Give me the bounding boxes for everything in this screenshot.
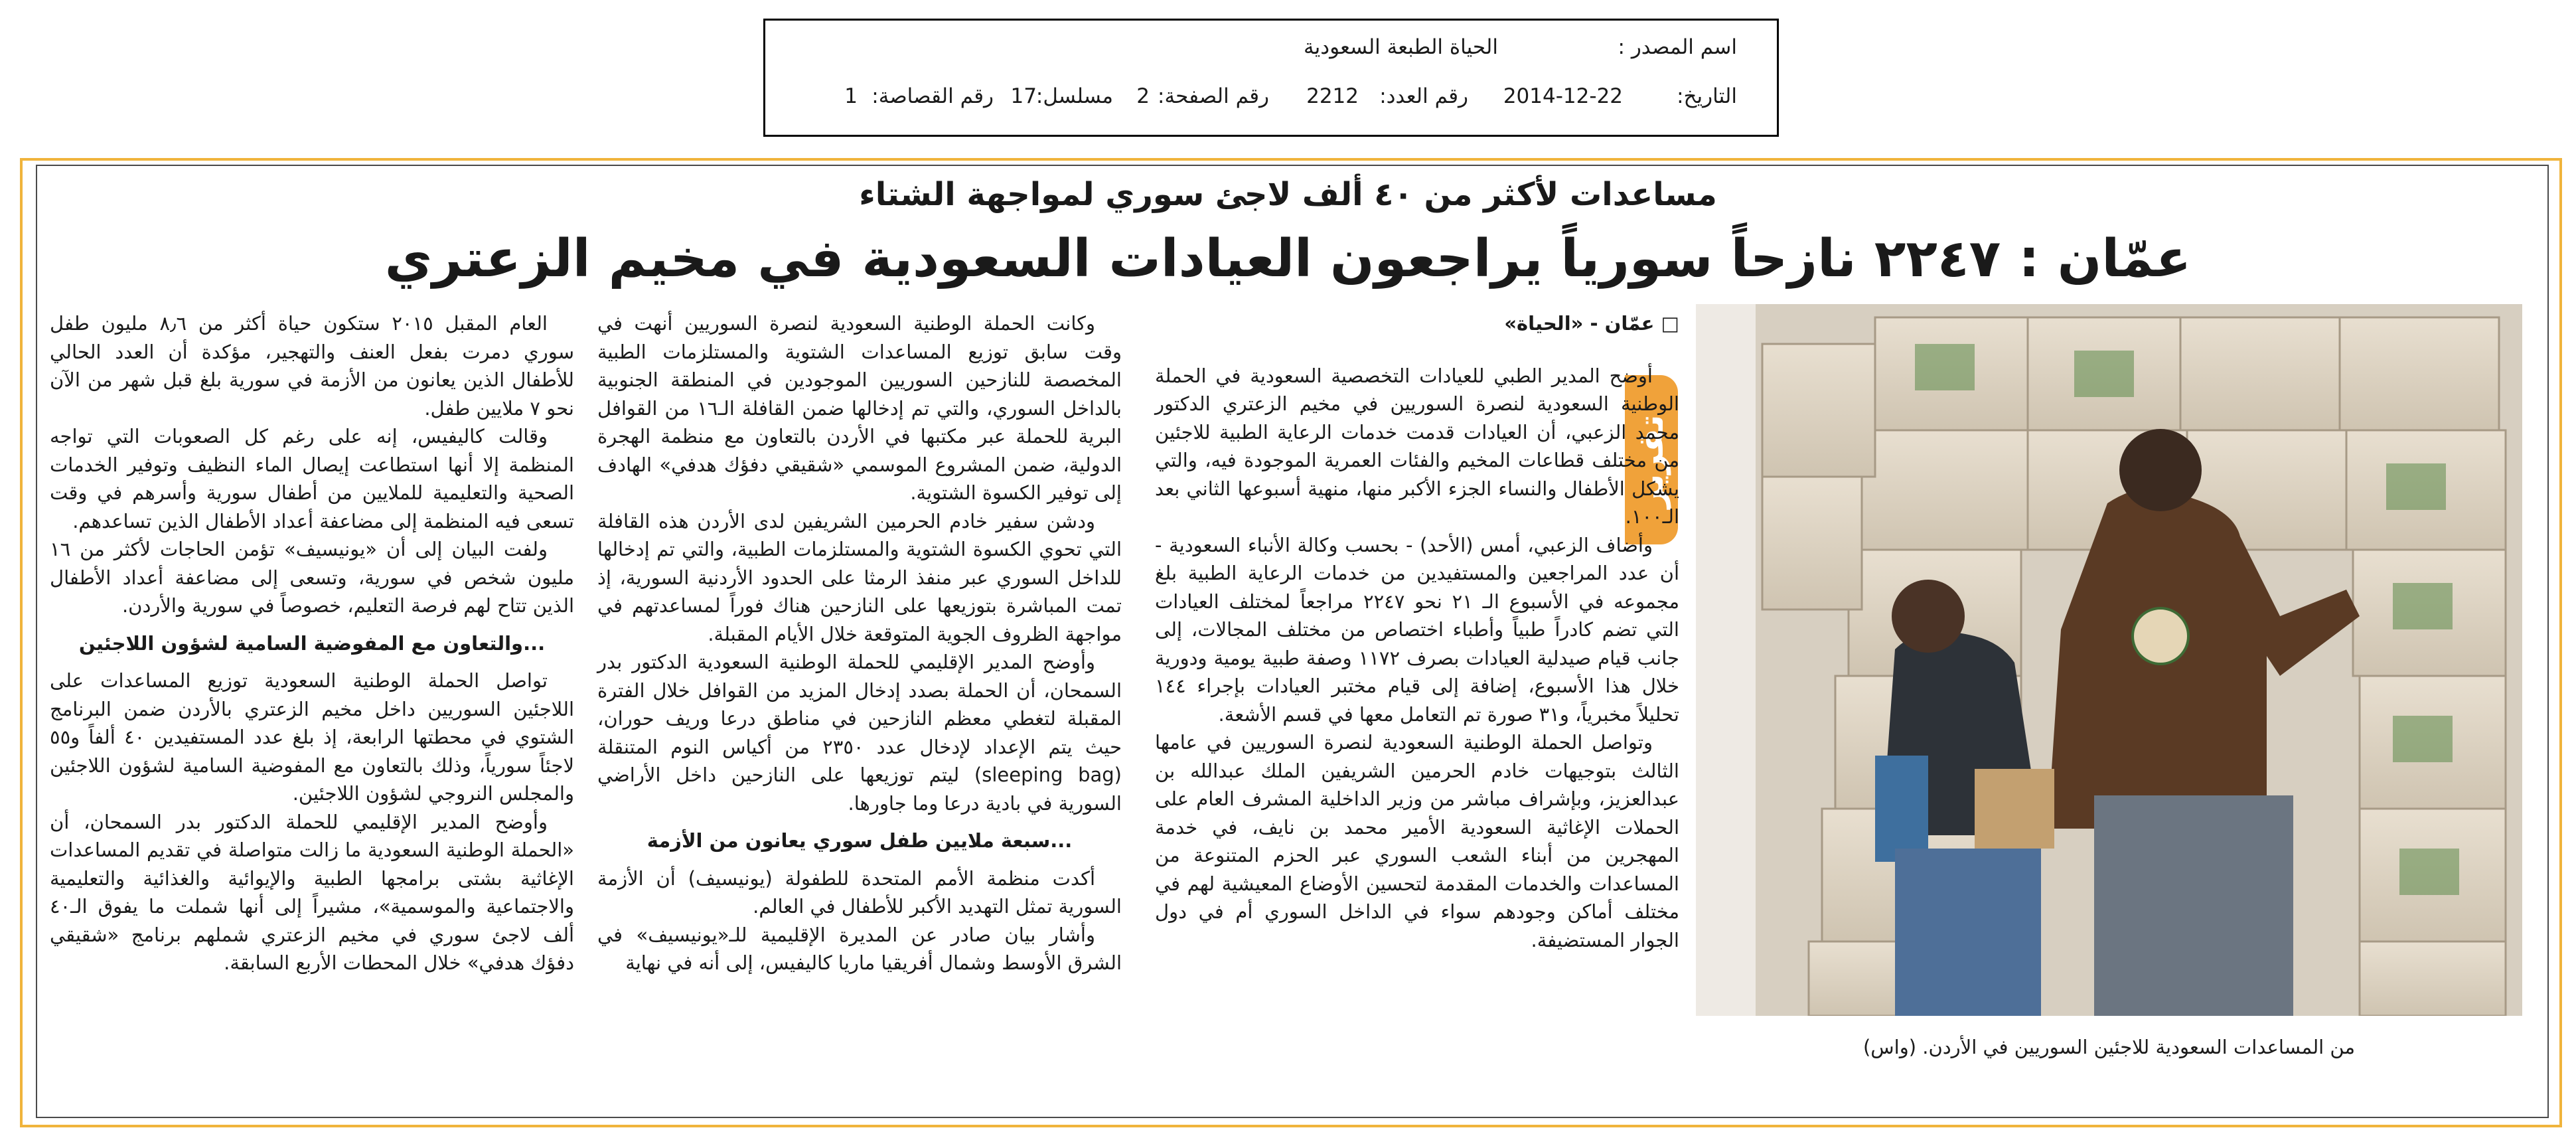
paragraph: وتواصل الحملة الوطنية السعودية لنصرة السوريين في عامها الثالث بتوجيهات خادم الحرمين الشريفين الملك عبدالله بن عبدالعزيز، وبإشراف مباشر من وزير الداخلية المشرف العام على الحملات الإغاثية السعودية الأمير محمد بن نايف، في خدمة المهجرين من أبناء الشعب السوري عبر الحزم المتنوعة من المساعدات والخدمات المقدمة لتحسين الأوضاع المعيشية لهم في مختلف أماكن وجودهم سواء في الداخل السوري أم في دول الجوار المستضيفة. xyxy=(1155,731,1679,951)
paragraph: أوضح المدير الطبي للعيادات التخصصية السعودية في الحملة الوطنية السعودية لنصرة السوريين في مخيم الزعتري الدكتور محمد الزعبي، أن العيادات قدمت خدمات الرعاية الطبية للاجئين من مختلف قطاعات المخيم والفئات العمرية الموجودة فيه، والتي يشكل الأطفال والنساء الجزء الأكبر منها، منهية أسبوعها الثاني بعد الـ١٠٠. xyxy=(1155,364,1679,528)
paragraph: تواصل الحملة الوطنية السعودية توزيع المساعدات على اللاجئين السوريين داخل مخيم الزعتري بالأردن ضمن البرنامج الشتوي في محطتها الرابعة، إذ بلغ عدد المستفيدين ٤٠ ألفاً و٥٥ لاجئاً سورياً، وذلك بالتعاون مع المفوضية السامية لشؤون اللاجئين والمجلس النروجي لشؤون اللاجئين. xyxy=(50,669,575,805)
subheading-unicef: ...سبعة ملايين طفل سوري يعانون من الأزمة xyxy=(646,829,1073,852)
paragraph: العام المقبل ٢٠١٥ ستكون حياة أكثر من ٨٫٦ مليون طفل سوري دمرت بفعل العنف والتهجير، مؤكدة أن العدد الحالي للأطفال الذين يعانون من الأزمة في سورية بلغ قبل شهر من الآن نحو ٧ ملايين طفل. xyxy=(50,312,574,420)
paragraph: وأشار بيان صادر عن المديرة الإقليمية للـ«يونيسيف» في الشرق الأوسط وشمال أفريقيا ماريا كاليفيس، إلى أنه في نهاية xyxy=(597,923,1122,974)
serial-value: 17 xyxy=(1010,84,1037,108)
paragraph: وقالت كاليفيس، إنه على رغم كل الصعوبات التي تواجه المنظمة إلا أنها استطاعت إيصال الماء النظيف وتوفير الخدمات الصحية والتعليمية للملايين من أطفال سورية وأسرهم في وقت تسعى فيه المنظمة إلى مضاعفة أعداد الأطفال الذين تساعدهم. xyxy=(50,425,574,532)
article-column-2 xyxy=(597,309,1122,977)
clip-label: رقم القصاصة: xyxy=(871,84,994,108)
paragraph: وأضاف الزعبي، أمس (الأحد) - بحسب وكالة الأنباء السعودية - أن عدد المراجعين والمستفيدين من خدمات الرعاية الطبية بلغ مجموعه في الأسبوع الـ ٢١ نحو ٢٢٤٧ مراجعاً لمختلف العيادات التي تضم كادراً طبياً وأطباء اختصاص من مختلف المجالات، إلى جانب قيام صيدلية العيادات بصرف ١١٧٢ وصفة طبية يومية ودورية خلال هذا الأسبوع، إضافة إلى قيام مختبر العيادات بإجراء ١٤٤ تحليلاً مخبرياً، و٣١ صورة تم التعامل معها في قسم الأشعة. xyxy=(1155,533,1679,726)
article-headline: عمّان : ٢٢٤٧ نازحاً سورياً يراجعون العيادات السعودية في مخيم الزعتري xyxy=(384,229,2192,289)
article-column-1 xyxy=(1155,309,1679,954)
paragraph: ودشن سفير خادم الحرمين الشريفين لدى الأردن هذه القافلة التي تحوي الكسوة الشتوية والمستلزمات الطبية، والتي تم إدخالها للداخل السوري عبر منفذ الرمثا على الحدود الأردنية السورية، إذ تمت المباشرة بتوزيعها على النازحين هناك فوراً لمساعدتهم في مواجهة الظروف الجوية المتوقعة خلال الأيام المقبلة. xyxy=(597,509,1122,645)
paragraph: ولفت البيان إلى أن «يونيسيف» تؤمن الحاجات لأكثر من ١٦ مليون شخص في سورية، وتسعى إلى مضاعفة أعداد الأطفال الذين تتاح لهم فرصة التعليم، خصوصاً في سورية والأردن. xyxy=(50,538,574,617)
source-metadata-box xyxy=(763,19,1779,137)
source-value: الحياة الطبعة السعودية xyxy=(1304,35,1498,59)
article-photo xyxy=(1696,304,2522,1016)
page-value: 2 xyxy=(1136,84,1150,108)
paragraph: وكانت الحملة الوطنية السعودية لنصرة السوريين أنهت في وقت سابق توزيع المساعدات الشتوية والمستلزمات الطبية المخصصة للنازحين السوريين الموجودين في المنطقة الجنوبية بالداخل السوري، والتي تم إدخالها ضمن القافلة الـ١٦ من القوافل البرية للحملة عبر مكتبها في الأردن بالتعاون مع منظمة الهجرة الدولية، ضمن المشروع الموسمي «شقيقي دفؤك هدفي» الهادف إلى توفير الكسوة الشتوية. xyxy=(597,312,1122,504)
clip-value: 1 xyxy=(844,84,858,108)
paragraph: وأوضح المدير الإقليمي للحملة الدكتور بدر السمحان، أن «الحملة الوطنية السعودية ما زالت متواصلة في تقديم المساعدات الإغاثية بشتى برامجها الطبية والإيوائية والغذائية والتعليمية والاجتماعية والموسمية»، مشيراً إلى أنها شملت ما يفوق الـ٤٠ ألف لاجئ سوري في مخيم الزعتري شملهم برنامج «شقيقي دفؤك هدفي» خلال المحطات الأربع السابقة. xyxy=(50,810,574,974)
issue-value: 2212 xyxy=(1306,84,1359,108)
page-label: رقم الصفحة: xyxy=(1158,84,1269,108)
photo-caption: من المساعدات السعودية للاجئين السوريين في الأردن. (واس) xyxy=(1862,1036,2356,1058)
report-tag-label: تقرير xyxy=(1631,414,1671,509)
subheading-unhcr: ...والتعاون مع المفوضية السامية لشؤون اللاجئين xyxy=(78,631,546,655)
source-line xyxy=(765,35,1777,75)
source-label: اسم المصدر : xyxy=(1618,35,1737,59)
article-kicker: مساعدات لأكثر من ٤٠ ألف لاجئ سوري لمواجهة الشتاء xyxy=(859,176,1717,213)
date-label: التاريخ: xyxy=(1677,84,1737,108)
aid-boxes-photo xyxy=(1696,304,2522,1016)
details-line xyxy=(765,84,1777,124)
date-value: 2014-12-22 xyxy=(1503,84,1623,108)
paragraph: وأوضح المدير الإقليمي للحملة الوطنية السعودية الدكتور بدر السمحان، أن الحملة بصدد إدخال المزيد من القوافل خلال الفترة المقبلة لتغطي معظم النازحين في مناطق درعا وريف حوران، حيث يتم الإعداد لإدخال عدد ٢٣٥٠ من أكياس النوم المتنقلة (sleeping bag) ليتم توزيعها على النازحين داخل الأراضي السورية في بادية درعا وما جاورها. xyxy=(597,651,1122,815)
dateline: □ عمّان - «الحياة» xyxy=(1504,312,1679,335)
serial-label: مسلسل: xyxy=(1035,84,1113,108)
paragraph: أكدت منظمة الأمم المتحدة للطفولة (يونيسيف) أن الأزمة السورية تمثل التهديد الأكبر للأطفال في العالم. xyxy=(597,866,1122,918)
article-column-3 xyxy=(50,309,574,977)
issue-label: رقم العدد: xyxy=(1379,84,1468,108)
